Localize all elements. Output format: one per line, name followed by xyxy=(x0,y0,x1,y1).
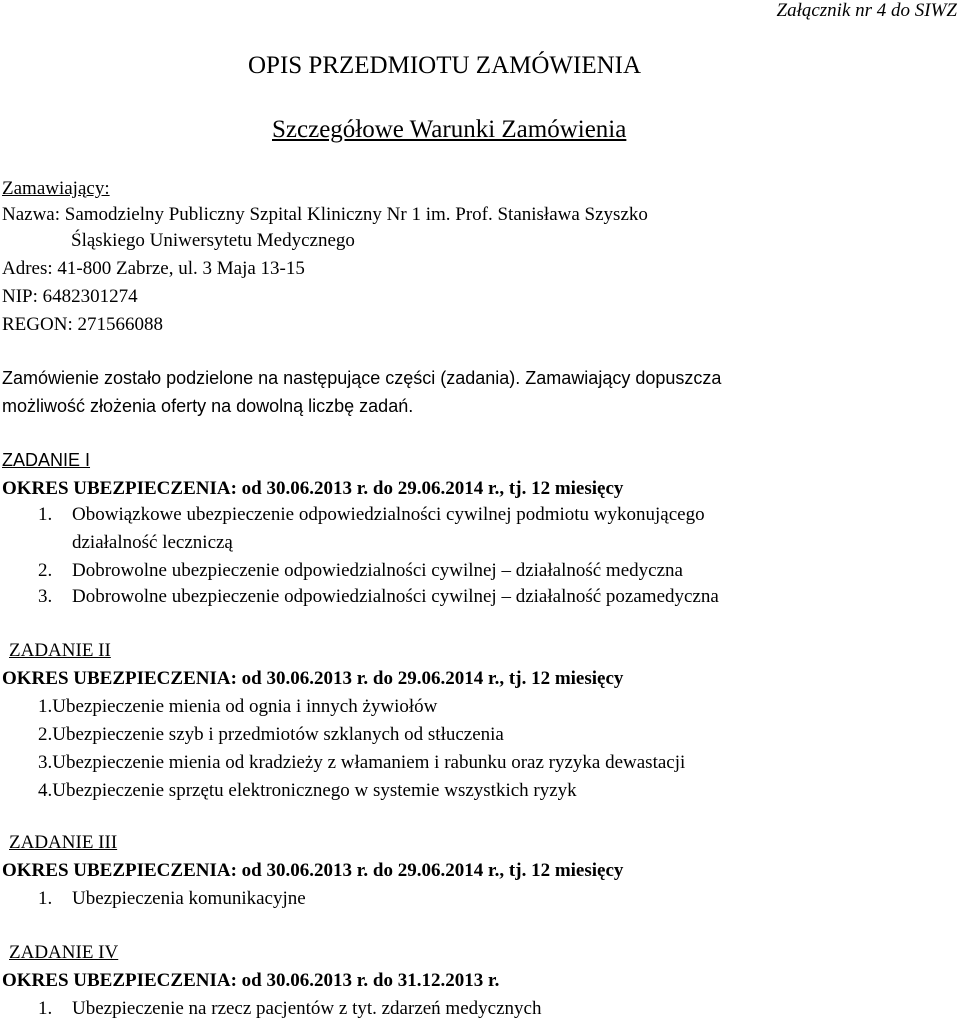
task1-item xyxy=(38,586,719,608)
task2-item: 4.Ubezpieczenie sprzętu elektronicznego w systemie wszystkich ryzyk xyxy=(38,780,577,801)
task1-period: OKRES UBEZPIECZENIA: od 30.06.2013 r. do 29.06.2014 r., tj. 12 miesięcy xyxy=(2,478,624,499)
intro-line2: możliwość złożenia oferty na dowolną liczbę zadań. xyxy=(2,396,414,416)
task1-item xyxy=(38,560,683,582)
item-number: 1. xyxy=(38,888,53,909)
item-text: Dobrowolne ubezpieczenie odpowiedzialności cywilnej – działalność pozamedyczna xyxy=(72,586,719,607)
annex-label: Załącznik nr 4 do SIWZ xyxy=(776,0,957,21)
task2-item: 2.Ubezpieczenie szyb i przedmiotów szklanych od stłuczenia xyxy=(38,724,504,745)
page-subtitle: Szczegółowe Warunki Zamówienia xyxy=(272,116,627,143)
task2-period: OKRES UBEZPIECZENIA: od 30.06.2013 r. do 29.06.2014 r., tj. 12 miesięcy xyxy=(2,668,624,689)
task1-item-continuation: działalność leczniczą xyxy=(72,532,233,553)
task3-period: OKRES UBEZPIECZENIA: od 30.06.2013 r. do 29.06.2014 r., tj. 12 miesięcy xyxy=(2,860,624,881)
buyer-address: Adres: 41-800 Zabrze, ul. 3 Maja 13-15 xyxy=(2,258,305,279)
task3-item xyxy=(38,888,306,910)
buyer-nip: NIP: 6482301274 xyxy=(2,286,138,307)
item-number: 2. xyxy=(38,560,53,581)
buyer-heading: Zamawiający: xyxy=(2,178,110,199)
item-text: Ubezpieczenie na rzecz pacjentów z tyt. zdarzeń medycznych xyxy=(72,998,542,1019)
item-number: 1. xyxy=(38,504,53,525)
intro-line1: Zamówienie zostało podzielone na następujące części (zadania). Zamawiający dopuszcza xyxy=(2,368,722,388)
task4-item xyxy=(38,998,541,1020)
task4-period: OKRES UBEZPIECZENIA: od 30.06.2013 r. do 31.12.2013 r. xyxy=(2,970,500,991)
task2-item: 1.Ubezpieczenie mienia od ognia i innych żywiołów xyxy=(38,696,438,717)
task1-title: ZADANIE I xyxy=(2,450,91,470)
item-number: 3. xyxy=(38,586,53,607)
task1-item xyxy=(38,504,705,526)
buyer-regon: REGON: 271566088 xyxy=(2,314,163,335)
item-number: 1. xyxy=(38,998,53,1019)
buyer-name-line2: Śląskiego Uniwersytetu Medycznego xyxy=(71,230,355,251)
item-text: Dobrowolne ubezpieczenie odpowiedzialności cywilnej – działalność medyczna xyxy=(72,560,683,581)
buyer-name-line1: Nazwa: Samodzielny Publiczny Szpital Kliniczny Nr 1 im. Prof. Stanisława Szyszko xyxy=(2,204,648,225)
page-title: OPIS PRZEDMIOTU ZAMÓWIENIA xyxy=(248,52,642,79)
task3-title: ZADANIE III xyxy=(9,832,118,853)
item-text: Obowiązkowe ubezpieczenie odpowiedzialności cywilnej podmiotu wykonującego xyxy=(72,504,705,525)
task4-title: ZADANIE IV xyxy=(9,942,119,963)
task2-item: 3.Ubezpieczenie mienia od kradzieży z włamaniem i rabunku oraz ryzyka dewastacji xyxy=(38,752,686,773)
task2-title: ZADANIE II xyxy=(9,640,111,661)
item-text: Ubezpieczenia komunikacyjne xyxy=(72,888,306,909)
